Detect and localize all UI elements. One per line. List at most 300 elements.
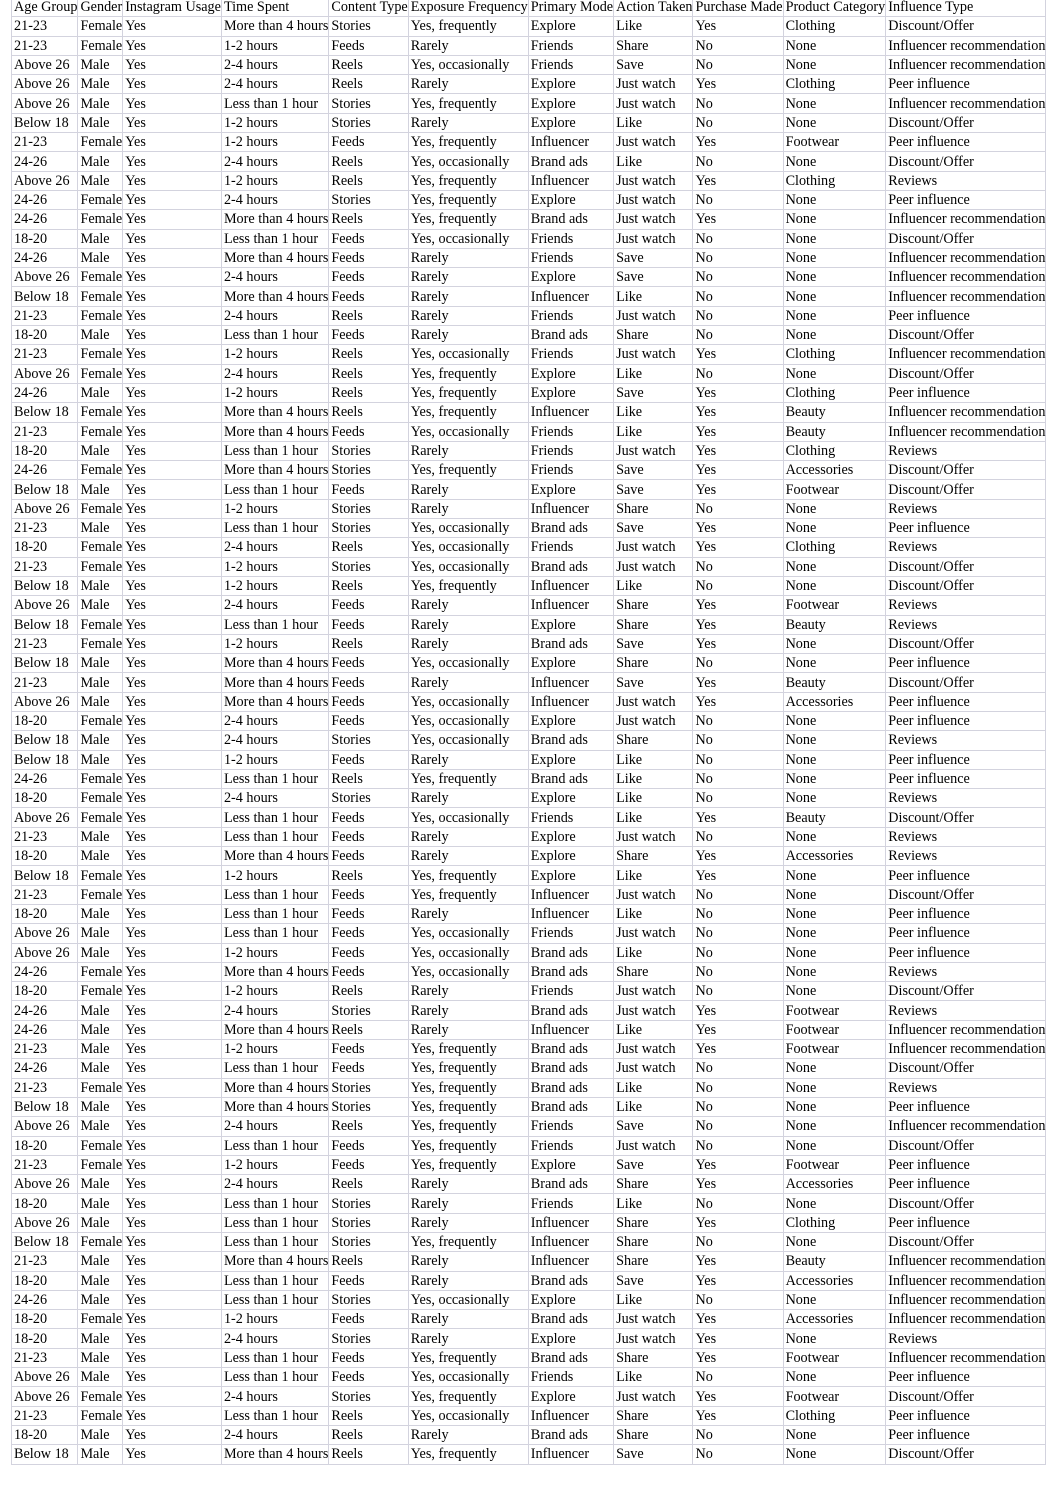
table-cell[interactable]: Reels xyxy=(329,538,408,557)
table-cell[interactable]: Influencer recommendation xyxy=(886,1290,1046,1309)
table-cell[interactable]: No xyxy=(693,113,783,132)
table-cell[interactable]: Male xyxy=(78,441,123,460)
table-cell[interactable]: Influencer recommendation xyxy=(886,94,1046,113)
table-cell[interactable]: Yes xyxy=(123,461,222,480)
table-cell[interactable]: None xyxy=(783,1329,886,1348)
table-cell[interactable]: Yes xyxy=(123,1117,222,1136)
table-cell[interactable]: Save xyxy=(614,248,693,267)
table-cell[interactable]: 21-23 xyxy=(12,885,78,904)
table-cell[interactable]: None xyxy=(783,1290,886,1309)
table-cell[interactable]: Reels xyxy=(329,1020,408,1039)
table-cell[interactable]: Influencer xyxy=(528,1406,613,1425)
table-cell[interactable]: Reels xyxy=(329,982,408,1001)
table-cell[interactable]: None xyxy=(783,1117,886,1136)
table-cell[interactable]: Feeds xyxy=(329,962,408,981)
table-cell[interactable]: Like xyxy=(614,287,693,306)
table-cell[interactable]: Stories xyxy=(329,519,408,538)
table-cell[interactable]: Yes xyxy=(693,441,783,460)
table-cell[interactable]: No xyxy=(693,55,783,74)
table-cell[interactable]: Reviews xyxy=(886,596,1046,615)
table-cell[interactable]: Influencer xyxy=(528,1445,613,1464)
table-cell[interactable]: Yes xyxy=(123,499,222,518)
table-cell[interactable]: Yes xyxy=(693,1040,783,1059)
table-cell[interactable]: Discount/Offer xyxy=(886,364,1046,383)
table-cell[interactable]: Female xyxy=(78,1406,123,1425)
table-cell[interactable]: Like xyxy=(614,113,693,132)
table-cell[interactable]: Feeds xyxy=(329,808,408,827)
table-cell[interactable]: Just watch xyxy=(614,1001,693,1020)
table-cell[interactable]: Yes xyxy=(123,1445,222,1464)
table-cell[interactable]: More than 4 hours xyxy=(221,1252,328,1271)
table-cell[interactable]: 1-2 hours xyxy=(221,1310,328,1329)
table-cell[interactable]: Female xyxy=(78,885,123,904)
table-cell[interactable]: Yes xyxy=(693,17,783,36)
table-cell[interactable]: Influencer xyxy=(528,576,613,595)
table-cell[interactable]: Save xyxy=(614,55,693,74)
table-cell[interactable]: Yes xyxy=(123,692,222,711)
table-cell[interactable]: Accessories xyxy=(783,1175,886,1194)
table-cell[interactable]: Male xyxy=(78,904,123,923)
table-cell[interactable]: Brand ads xyxy=(528,1425,613,1444)
table-cell[interactable]: Just watch xyxy=(614,885,693,904)
table-cell[interactable]: Peer influence xyxy=(886,190,1046,209)
table-cell[interactable]: Feeds xyxy=(329,827,408,846)
table-cell[interactable]: Influencer recommendation xyxy=(886,1117,1046,1136)
table-cell[interactable]: Influencer xyxy=(528,287,613,306)
table-cell[interactable]: Yes xyxy=(693,403,783,422)
table-cell[interactable]: Yes, frequently xyxy=(408,1117,528,1136)
table-cell[interactable]: No xyxy=(693,248,783,267)
table-cell[interactable]: Yes xyxy=(123,1001,222,1020)
table-cell[interactable]: Yes xyxy=(693,1310,783,1329)
table-cell[interactable]: None xyxy=(783,306,886,325)
table-cell[interactable]: More than 4 hours xyxy=(221,248,328,267)
table-cell[interactable]: Male xyxy=(78,1252,123,1271)
table-cell[interactable]: 21-23 xyxy=(12,345,78,364)
table-cell[interactable]: Yes xyxy=(693,1271,783,1290)
table-cell[interactable]: No xyxy=(693,326,783,345)
table-cell[interactable]: Below 18 xyxy=(12,576,78,595)
table-cell[interactable]: No xyxy=(693,982,783,1001)
table-cell[interactable]: Yes, frequently xyxy=(408,403,528,422)
table-cell[interactable]: Save xyxy=(614,519,693,538)
table-cell[interactable]: None xyxy=(783,519,886,538)
table-cell[interactable]: Feeds xyxy=(329,1271,408,1290)
table-cell[interactable]: Brand ads xyxy=(528,557,613,576)
table-cell[interactable]: Beauty xyxy=(783,808,886,827)
table-cell[interactable]: None xyxy=(783,1078,886,1097)
table-cell[interactable]: Stories xyxy=(329,1078,408,1097)
table-cell[interactable]: Female xyxy=(78,499,123,518)
table-cell[interactable]: Reviews xyxy=(886,1078,1046,1097)
table-cell[interactable]: No xyxy=(693,789,783,808)
table-cell[interactable]: Explore xyxy=(528,1155,613,1174)
table-cell[interactable]: Yes, occasionally xyxy=(408,962,528,981)
table-cell[interactable]: Save xyxy=(614,383,693,402)
table-cell[interactable]: Yes xyxy=(693,1213,783,1232)
table-cell[interactable]: Female xyxy=(78,287,123,306)
table-cell[interactable]: Yes xyxy=(123,1348,222,1367)
table-cell[interactable]: Male xyxy=(78,943,123,962)
table-cell[interactable]: Feeds xyxy=(329,287,408,306)
table-cell[interactable]: More than 4 hours xyxy=(221,422,328,441)
table-cell[interactable]: Save xyxy=(614,1445,693,1464)
table-cell[interactable]: 1-2 hours xyxy=(221,113,328,132)
table-cell[interactable]: Female xyxy=(78,17,123,36)
table-cell[interactable]: Yes, occasionally xyxy=(408,711,528,730)
table-cell[interactable]: 1-2 hours xyxy=(221,383,328,402)
table-cell[interactable]: Just watch xyxy=(614,982,693,1001)
table-cell[interactable]: Male xyxy=(78,596,123,615)
table-cell[interactable]: Above 26 xyxy=(12,1368,78,1387)
table-cell[interactable]: Less than 1 hour xyxy=(221,441,328,460)
table-cell[interactable]: Brand ads xyxy=(528,769,613,788)
table-cell[interactable]: Friends xyxy=(528,345,613,364)
table-cell[interactable]: No xyxy=(693,1059,783,1078)
column-header[interactable]: Primary Mode xyxy=(528,0,613,17)
table-cell[interactable]: Like xyxy=(614,866,693,885)
table-cell[interactable]: None xyxy=(783,557,886,576)
table-cell[interactable]: None xyxy=(783,711,886,730)
table-cell[interactable]: More than 4 hours xyxy=(221,692,328,711)
table-cell[interactable]: Male xyxy=(78,1059,123,1078)
table-cell[interactable]: Reels xyxy=(329,210,408,229)
table-cell[interactable]: 21-23 xyxy=(12,1406,78,1425)
table-cell[interactable]: Yes, frequently xyxy=(408,190,528,209)
table-cell[interactable]: Accessories xyxy=(783,692,886,711)
table-cell[interactable]: Share xyxy=(614,1252,693,1271)
table-cell[interactable]: Brand ads xyxy=(528,1040,613,1059)
table-cell[interactable]: Yes xyxy=(693,538,783,557)
table-cell[interactable]: Above 26 xyxy=(12,1387,78,1406)
table-cell[interactable]: Yes xyxy=(123,654,222,673)
table-cell[interactable]: Explore xyxy=(528,113,613,132)
table-cell[interactable]: Reviews xyxy=(886,731,1046,750)
table-cell[interactable]: 2-4 hours xyxy=(221,268,328,287)
table-cell[interactable]: Clothing xyxy=(783,17,886,36)
table-cell[interactable]: 21-23 xyxy=(12,306,78,325)
table-cell[interactable]: Peer influence xyxy=(886,1406,1046,1425)
table-cell[interactable]: Below 18 xyxy=(12,1445,78,1464)
table-cell[interactable]: Below 18 xyxy=(12,731,78,750)
table-cell[interactable]: Friends xyxy=(528,1368,613,1387)
table-cell[interactable]: Influencer xyxy=(528,133,613,152)
table-cell[interactable]: Influencer recommendation xyxy=(886,1310,1046,1329)
table-cell[interactable]: None xyxy=(783,1425,886,1444)
table-cell[interactable]: Discount/Offer xyxy=(886,1136,1046,1155)
table-cell[interactable]: Rarely xyxy=(408,789,528,808)
table-cell[interactable]: 21-23 xyxy=(12,1155,78,1174)
table-cell[interactable]: 2-4 hours xyxy=(221,75,328,94)
table-cell[interactable]: 1-2 hours xyxy=(221,1155,328,1174)
table-cell[interactable]: Yes xyxy=(123,441,222,460)
table-cell[interactable]: Yes xyxy=(123,576,222,595)
table-cell[interactable]: Just watch xyxy=(614,1387,693,1406)
table-cell[interactable]: Discount/Offer xyxy=(886,673,1046,692)
table-cell[interactable]: Explore xyxy=(528,75,613,94)
table-cell[interactable]: Brand ads xyxy=(528,1348,613,1367)
table-cell[interactable]: Just watch xyxy=(614,1136,693,1155)
table-cell[interactable]: 2-4 hours xyxy=(221,1425,328,1444)
table-cell[interactable]: Below 18 xyxy=(12,654,78,673)
table-cell[interactable]: Reviews xyxy=(886,615,1046,634)
table-cell[interactable]: Male xyxy=(78,924,123,943)
column-header[interactable]: Exposure Frequency xyxy=(408,0,528,17)
table-cell[interactable]: Yes xyxy=(693,210,783,229)
table-cell[interactable]: Yes, occasionally xyxy=(408,808,528,827)
table-cell[interactable]: Discount/Offer xyxy=(886,17,1046,36)
table-cell[interactable]: Female xyxy=(78,1387,123,1406)
table-cell[interactable]: Less than 1 hour xyxy=(221,1271,328,1290)
table-cell[interactable]: Rarely xyxy=(408,36,528,55)
table-cell[interactable]: Yes xyxy=(123,17,222,36)
table-cell[interactable]: Brand ads xyxy=(528,1310,613,1329)
table-cell[interactable]: Male xyxy=(78,1445,123,1464)
table-cell[interactable]: Share xyxy=(614,1348,693,1367)
table-cell[interactable]: Male xyxy=(78,171,123,190)
table-cell[interactable]: 21-23 xyxy=(12,1040,78,1059)
table-cell[interactable]: Brand ads xyxy=(528,1001,613,1020)
table-cell[interactable]: Male xyxy=(78,827,123,846)
table-cell[interactable]: Above 26 xyxy=(12,924,78,943)
table-cell[interactable]: Female xyxy=(78,210,123,229)
table-cell[interactable]: Feeds xyxy=(329,326,408,345)
table-cell[interactable]: Yes xyxy=(123,229,222,248)
table-cell[interactable]: Yes xyxy=(123,596,222,615)
table-cell[interactable]: Female xyxy=(78,1078,123,1097)
table-cell[interactable]: No xyxy=(693,1425,783,1444)
table-cell[interactable]: Save xyxy=(614,1155,693,1174)
table-cell[interactable]: Friends xyxy=(528,1117,613,1136)
table-cell[interactable]: Yes xyxy=(123,1406,222,1425)
table-cell[interactable]: Peer influence xyxy=(886,692,1046,711)
table-cell[interactable]: Reels xyxy=(329,769,408,788)
table-cell[interactable]: Yes, occasionally xyxy=(408,152,528,171)
table-cell[interactable]: 18-20 xyxy=(12,904,78,923)
table-cell[interactable]: None xyxy=(783,924,886,943)
table-cell[interactable]: Influencer xyxy=(528,1252,613,1271)
table-cell[interactable]: 18-20 xyxy=(12,1329,78,1348)
table-cell[interactable]: Yes xyxy=(123,731,222,750)
table-cell[interactable]: Explore xyxy=(528,654,613,673)
table-cell[interactable]: Male xyxy=(78,1097,123,1116)
table-cell[interactable]: Reels xyxy=(329,364,408,383)
table-cell[interactable]: Stories xyxy=(329,441,408,460)
table-cell[interactable]: Yes xyxy=(123,1194,222,1213)
table-cell[interactable]: Influencer recommendation xyxy=(886,268,1046,287)
table-cell[interactable]: Feeds xyxy=(329,692,408,711)
table-cell[interactable]: Yes, frequently xyxy=(408,1097,528,1116)
table-cell[interactable]: Yes xyxy=(123,248,222,267)
table-cell[interactable]: None xyxy=(783,904,886,923)
table-cell[interactable]: Female xyxy=(78,1136,123,1155)
table-cell[interactable]: Yes xyxy=(123,345,222,364)
table-cell[interactable]: Male xyxy=(78,1040,123,1059)
table-cell[interactable]: Female xyxy=(78,634,123,653)
table-cell[interactable]: Beauty xyxy=(783,403,886,422)
table-cell[interactable]: Yes xyxy=(123,1290,222,1309)
table-cell[interactable]: Reels xyxy=(329,345,408,364)
table-cell[interactable]: Peer influence xyxy=(886,1155,1046,1174)
table-cell[interactable]: Yes xyxy=(123,1020,222,1039)
table-cell[interactable]: Peer influence xyxy=(886,519,1046,538)
table-cell[interactable]: 18-20 xyxy=(12,1194,78,1213)
table-cell[interactable]: Yes xyxy=(123,1310,222,1329)
table-cell[interactable]: More than 4 hours xyxy=(221,654,328,673)
table-cell[interactable]: No xyxy=(693,268,783,287)
table-cell[interactable]: Less than 1 hour xyxy=(221,519,328,538)
table-cell[interactable]: Reels xyxy=(329,1175,408,1194)
table-cell[interactable]: Male xyxy=(78,1213,123,1232)
table-cell[interactable]: Yes, frequently xyxy=(408,364,528,383)
table-cell[interactable]: 21-23 xyxy=(12,557,78,576)
table-cell[interactable]: More than 4 hours xyxy=(221,1445,328,1464)
table-cell[interactable]: Yes xyxy=(123,943,222,962)
table-cell[interactable]: No xyxy=(693,557,783,576)
table-cell[interactable]: Explore xyxy=(528,1290,613,1309)
table-cell[interactable]: Save xyxy=(614,1271,693,1290)
table-cell[interactable]: Male xyxy=(78,229,123,248)
table-cell[interactable]: Yes, frequently xyxy=(408,94,528,113)
table-cell[interactable]: Yes xyxy=(123,36,222,55)
table-cell[interactable]: Yes xyxy=(123,1329,222,1348)
table-cell[interactable]: Yes xyxy=(123,94,222,113)
table-cell[interactable]: Male xyxy=(78,1368,123,1387)
table-cell[interactable]: 1-2 hours xyxy=(221,982,328,1001)
table-cell[interactable]: Reels xyxy=(329,634,408,653)
table-cell[interactable]: None xyxy=(783,94,886,113)
table-cell[interactable]: Peer influence xyxy=(886,943,1046,962)
table-cell[interactable]: None xyxy=(783,1194,886,1213)
table-cell[interactable]: Footwear xyxy=(783,1348,886,1367)
table-cell[interactable]: Just watch xyxy=(614,1040,693,1059)
table-cell[interactable]: Female xyxy=(78,962,123,981)
table-cell[interactable]: Share xyxy=(614,1175,693,1194)
table-cell[interactable]: Explore xyxy=(528,480,613,499)
table-cell[interactable]: Reels xyxy=(329,152,408,171)
table-cell[interactable]: Brand ads xyxy=(528,1097,613,1116)
table-cell[interactable]: Influencer xyxy=(528,692,613,711)
table-cell[interactable]: Above 26 xyxy=(12,171,78,190)
table-cell[interactable]: No xyxy=(693,924,783,943)
table-cell[interactable]: Stories xyxy=(329,1233,408,1252)
table-cell[interactable]: Peer influence xyxy=(886,306,1046,325)
table-cell[interactable]: Yes, frequently xyxy=(408,1233,528,1252)
table-cell[interactable]: Above 26 xyxy=(12,808,78,827)
table-cell[interactable]: Explore xyxy=(528,711,613,730)
table-cell[interactable]: Yes xyxy=(123,75,222,94)
table-cell[interactable]: Rarely xyxy=(408,904,528,923)
table-cell[interactable]: Explore xyxy=(528,94,613,113)
table-cell[interactable]: Yes xyxy=(123,210,222,229)
table-cell[interactable]: Clothing xyxy=(783,383,886,402)
table-cell[interactable]: Influencer recommendation xyxy=(886,1020,1046,1039)
table-cell[interactable]: Yes, occasionally xyxy=(408,422,528,441)
table-cell[interactable]: Reviews xyxy=(886,1329,1046,1348)
table-cell[interactable]: Yes xyxy=(693,692,783,711)
table-cell[interactable]: No xyxy=(693,287,783,306)
table-cell[interactable]: No xyxy=(693,1233,783,1252)
table-cell[interactable]: Discount/Offer xyxy=(886,808,1046,827)
table-cell[interactable]: Beauty xyxy=(783,673,886,692)
table-cell[interactable]: No xyxy=(693,943,783,962)
table-cell[interactable]: Like xyxy=(614,1368,693,1387)
table-cell[interactable]: Peer influence xyxy=(886,133,1046,152)
table-cell[interactable]: 1-2 hours xyxy=(221,750,328,769)
table-cell[interactable]: None xyxy=(783,113,886,132)
table-cell[interactable]: Influencer xyxy=(528,904,613,923)
table-cell[interactable]: Reels xyxy=(329,1406,408,1425)
table-cell[interactable]: Just watch xyxy=(614,75,693,94)
table-cell[interactable]: Discount/Offer xyxy=(886,634,1046,653)
table-cell[interactable]: Below 18 xyxy=(12,113,78,132)
table-cell[interactable]: Share xyxy=(614,326,693,345)
table-cell[interactable]: Yes, frequently xyxy=(408,1387,528,1406)
table-cell[interactable]: No xyxy=(693,576,783,595)
table-cell[interactable]: Feeds xyxy=(329,229,408,248)
table-cell[interactable]: None xyxy=(783,769,886,788)
table-cell[interactable]: More than 4 hours xyxy=(221,1078,328,1097)
table-cell[interactable]: Stories xyxy=(329,190,408,209)
table-cell[interactable]: None xyxy=(783,1136,886,1155)
table-cell[interactable]: Below 18 xyxy=(12,480,78,499)
table-cell[interactable]: Peer influence xyxy=(886,75,1046,94)
table-cell[interactable]: Female xyxy=(78,1233,123,1252)
table-cell[interactable]: Reels xyxy=(329,866,408,885)
table-cell[interactable]: Discount/Offer xyxy=(886,1445,1046,1464)
table-cell[interactable]: Friends xyxy=(528,36,613,55)
table-cell[interactable]: Rarely xyxy=(408,75,528,94)
table-cell[interactable]: Like xyxy=(614,808,693,827)
table-cell[interactable]: Male xyxy=(78,1117,123,1136)
table-cell[interactable]: Male xyxy=(78,654,123,673)
table-cell[interactable]: Peer influence xyxy=(886,924,1046,943)
table-cell[interactable]: Yes, frequently xyxy=(408,885,528,904)
table-cell[interactable]: Female xyxy=(78,982,123,1001)
table-cell[interactable]: Yes, occasionally xyxy=(408,731,528,750)
table-cell[interactable]: Rarely xyxy=(408,1020,528,1039)
column-header[interactable]: Action Taken xyxy=(614,0,693,17)
table-cell[interactable]: None xyxy=(783,152,886,171)
table-cell[interactable]: Above 26 xyxy=(12,268,78,287)
table-cell[interactable]: Yes xyxy=(123,769,222,788)
table-cell[interactable]: Less than 1 hour xyxy=(221,904,328,923)
table-cell[interactable]: Yes xyxy=(693,866,783,885)
table-cell[interactable]: Below 18 xyxy=(12,615,78,634)
table-cell[interactable]: Feeds xyxy=(329,885,408,904)
table-cell[interactable]: 21-23 xyxy=(12,17,78,36)
table-cell[interactable]: Yes xyxy=(123,1155,222,1174)
table-cell[interactable]: Yes xyxy=(693,634,783,653)
table-cell[interactable]: 24-26 xyxy=(12,248,78,267)
table-cell[interactable]: Like xyxy=(614,1097,693,1116)
table-cell[interactable]: None xyxy=(783,789,886,808)
table-cell[interactable]: Yes xyxy=(123,673,222,692)
table-cell[interactable]: 21-23 xyxy=(12,422,78,441)
table-cell[interactable]: 24-26 xyxy=(12,769,78,788)
table-cell[interactable]: Rarely xyxy=(408,326,528,345)
table-cell[interactable]: Rarely xyxy=(408,441,528,460)
table-cell[interactable]: None xyxy=(783,654,886,673)
table-cell[interactable]: Yes xyxy=(123,750,222,769)
table-cell[interactable]: Footwear xyxy=(783,1020,886,1039)
table-cell[interactable]: Influencer xyxy=(528,673,613,692)
table-cell[interactable]: Reels xyxy=(329,75,408,94)
table-cell[interactable]: Male xyxy=(78,1290,123,1309)
table-cell[interactable]: Yes xyxy=(693,422,783,441)
table-cell[interactable]: None xyxy=(783,962,886,981)
table-cell[interactable]: Yes, occasionally xyxy=(408,924,528,943)
